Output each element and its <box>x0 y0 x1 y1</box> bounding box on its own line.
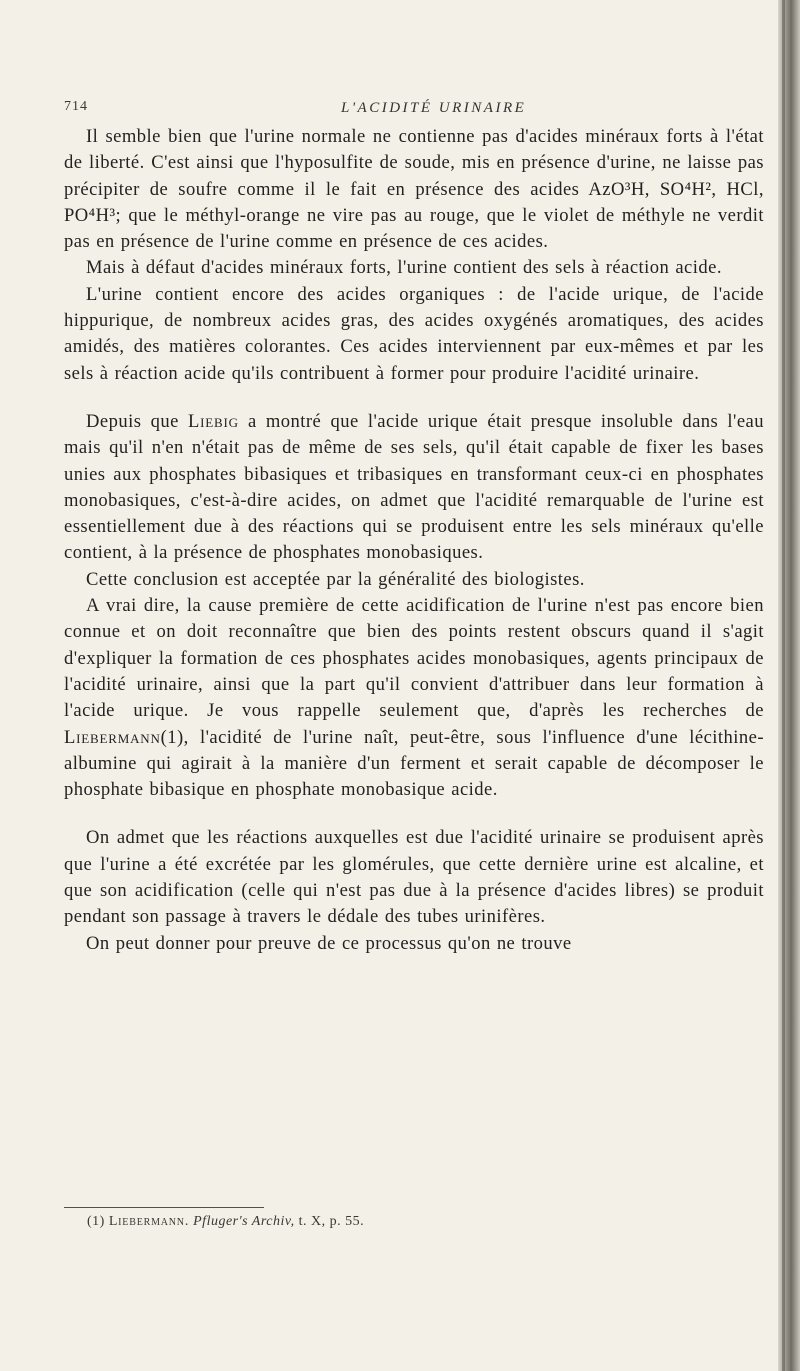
section-gap <box>64 803 764 825</box>
footnote-journal: Pfluger's Archiv, <box>193 1214 295 1229</box>
author-name-liebermann: Liebermann <box>64 726 161 748</box>
footnote-rule <box>64 1207 264 1208</box>
footnote-author: Liebermann. <box>108 1214 190 1229</box>
running-title: L'ACIDITÉ URINAIRE <box>341 100 527 116</box>
paragraph-2: Mais à défaut d'acides minéraux forts, l'urine contient des sels à réaction acide. <box>86 257 722 279</box>
footnote-marker: (1) <box>87 1214 105 1229</box>
page-number: 714 <box>64 99 88 114</box>
paragraph-1: Il semble bien que l'urine normale ne contienne pas d'acides minéraux forts à l'état de liberté. C'est ainsi que l'hyposulfite de soude, mis en présence d'urine, ne laisse pas précipiter de soufre comme il le fait en présence des acides AzO³H, SO⁴H², HCl, PO⁴H³; que le méthyl-orange ne vire pas au rouge, que le violet de méthyle ne verdit pas en présence de l'urine comme en présence de ces acides. <box>64 126 764 253</box>
paragraph-6-start: A vrai dire, la cause première de cette acidification de l'urine n'est pas encore bien connue et on doit reconnaître que bien des points restent obscurs quand il s'agit d'expliquer la formation de ces phosphates acides monobasiques, agents principaux de l'acidité urinaire, ainsi que la part qu'il convient d'attribuer dans leur formation à l'acide urique. Je vous rappelle seulement que, d'après les recherches de <box>64 595 764 722</box>
paragraph-8: On peut donner pour preuve de ce processus qu'on ne trouve <box>86 932 572 954</box>
paragraph-7: On admet que les réactions auxquelles est due l'acidité urinaire se produisent après que l'urine a été excrétée par les glomérules, que cette dernière urine est alcaline, et que son acidification (celle qui n'est pas due à la présence d'acides libres) se produit pendant son passage à travers le dédale des tubes urinifères. <box>64 827 764 928</box>
paragraph-6-rest: , l'acidité de l'urine naît, peut-être, sous l'influence d'une lécithine-albumine qui agirait à la manière d'un ferment et serait capable de décomposer le phosphate bibasique en phosphate monobasique acide. <box>64 726 764 801</box>
section-gap <box>64 387 764 409</box>
paragraph-4 <box>64 409 764 567</box>
footnote-ref: t. X, p. 55. <box>298 1214 365 1229</box>
page-header <box>0 99 780 121</box>
footnote-reference: (1) <box>160 726 184 748</box>
footnote <box>87 1212 747 1232</box>
paragraph-4-rest: a montré que l'acide urique était presque insoluble dans l'eau mais qu'il n'en n'était pas de même de ses sels, qu'il était capable de fixer les bases unies aux phosphates bibasiques et tribasiques en transformant ceux-ci en phosphates monobasiques, c'est-à-dire acides, on admet que l'acidité remarquable de l'urine est essentiellement due à des réactions qui se produisent entre les sels minéraux qu'elle contient, à la présence de phosphates monobasiques. <box>64 410 764 564</box>
page-edge-shadow <box>778 0 800 1371</box>
body-text <box>64 124 764 957</box>
paragraph-5: Cette conclusion est acceptée par la généralité des biologistes. <box>86 568 585 590</box>
paragraph-3: L'urine contient encore des acides organiques : de l'acide urique, de l'acide hippurique, de nombreux acides gras, des acides oxygénés aromatiques, des acides amidés, des matières colorantes. Ces acides interviennent par eux-mêmes et par les sels à réaction acide qu'ils contribuent à former pour produire l'acidité urinaire. <box>64 283 764 384</box>
paragraph-6 <box>64 593 764 803</box>
paragraph-4-start: Depuis que <box>86 410 188 432</box>
author-name-liebig: Liebig <box>187 410 239 432</box>
